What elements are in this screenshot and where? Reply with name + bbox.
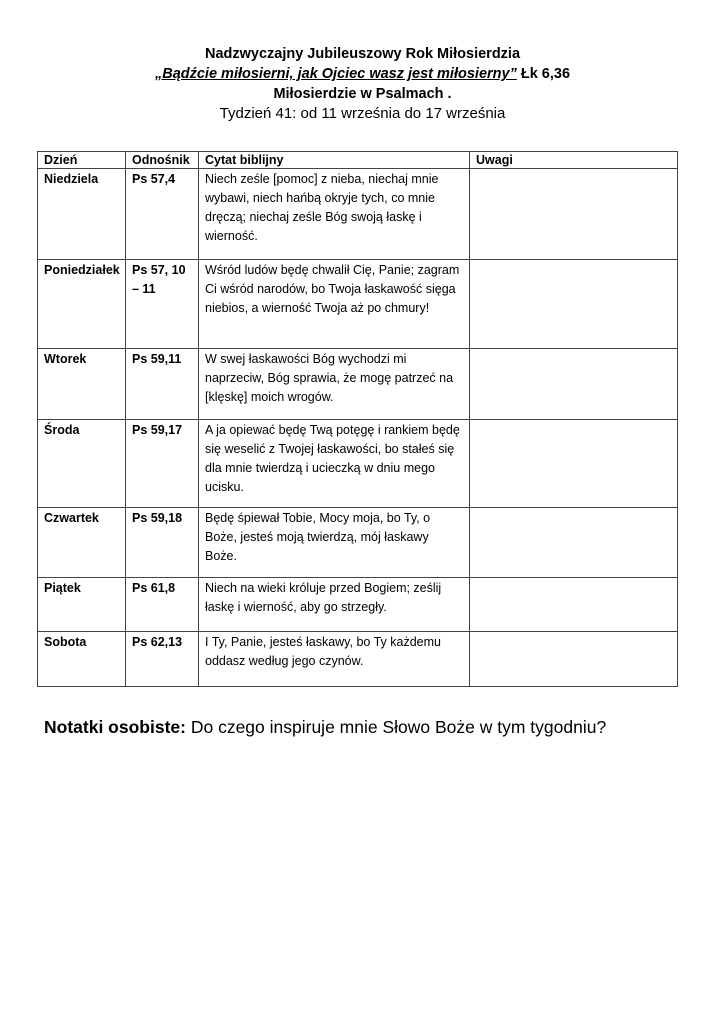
notes-cell[interactable] <box>470 169 678 260</box>
notes-cell[interactable] <box>470 508 678 578</box>
quote-cell: A ja opiewać będę Twą potęgę i rankiem będę się weselić z Twojej łaskawości, bo stałeś się dla mnie twierdzą i ucieczką w dniu mego ucisku. <box>199 420 470 508</box>
reference-cell: Ps 57,4 <box>126 169 199 260</box>
table-row <box>38 508 678 578</box>
notes-cell[interactable] <box>470 578 678 632</box>
reference-cell: Ps 61,8 <box>126 578 199 632</box>
table-row <box>38 169 678 260</box>
notes-cell[interactable] <box>470 632 678 687</box>
quote-cell: Wśród ludów będę chwalił Cię, Panie; zagram Ci wśród narodów, bo Twoja łaskawość sięga niebios, a wierność Twoja aż po chmury! <box>199 260 470 349</box>
table-row <box>38 349 678 420</box>
column-header-reference: Odnośnik <box>126 152 199 169</box>
day-cell: Poniedziałek <box>38 260 126 349</box>
motto-reference: Łk 6,36 <box>516 66 571 82</box>
table-header-row <box>38 152 678 169</box>
quote-cell: Niech ześle [pomoc] z nieba, niechaj mnie wybawi, niech hańbą okryje tych, co mnie dręczą; niechaj ześle Bóg swoją łaskę i wierność. <box>199 169 470 260</box>
reference-cell: Ps 59,17 <box>126 420 199 508</box>
personal-notes-question: Do czego inspiruje mnie Słowo Boże w tym tygodniu? <box>185 717 607 737</box>
quote-cell: Niech na wieki króluje przed Bogiem; ześlij łaskę i wierność, aby go strzegły. <box>199 578 470 632</box>
week-range: Tydzień 41: od 11 września do 17 września <box>219 105 506 122</box>
notes-cell[interactable] <box>470 349 678 420</box>
quote-cell: Będę śpiewał Tobie, Mocy moja, bo Ty, o Boże, jesteś moją twierdzą, mój łaskawy Boże. <box>199 508 470 578</box>
reference-cell: Ps 62,13 <box>126 632 199 687</box>
motto <box>0 64 725 84</box>
document-header <box>0 44 725 124</box>
column-header-quote: Cytat biblijny <box>199 152 470 169</box>
table-row <box>38 420 678 508</box>
column-header-notes: Uwagi <box>470 152 678 169</box>
table-row <box>38 578 678 632</box>
column-header-day: Dzień <box>38 152 126 169</box>
table-row <box>38 260 678 349</box>
day-cell: Wtorek <box>38 349 126 420</box>
day-cell: Środa <box>38 420 126 508</box>
day-cell: Czwartek <box>38 508 126 578</box>
day-cell: Sobota <box>38 632 126 687</box>
reference-cell: Ps 59,18 <box>126 508 199 578</box>
notes-cell[interactable] <box>470 420 678 508</box>
day-cell: Niedziela <box>38 169 126 260</box>
day-cell: Piątek <box>38 578 126 632</box>
notes-cell[interactable] <box>470 260 678 349</box>
quote-cell: I Ty, Panie, jesteś łaskawy, bo Ty każdemu oddasz według jego czynów. <box>199 632 470 687</box>
personal-notes-label: Notatki osobiste: <box>44 717 186 737</box>
motto-quote: „Bądźcie miłosierni, jak Ojciec wasz jest miłosierny” <box>154 66 517 82</box>
personal-notes-prompt <box>44 716 606 738</box>
reference-cell: Ps 57, 10 – 11 <box>126 260 199 349</box>
table-row <box>38 632 678 687</box>
document-title: Nadzwyczajny Jubileuszowy Rok Miłosierdzia <box>204 46 521 62</box>
reference-cell: Ps 59,11 <box>126 349 199 420</box>
quote-cell: W swej łaskawości Bóg wychodzi mi naprzeciw, Bóg sprawia, że mogę patrzeć na [klęskę] moich wrogów. <box>199 349 470 420</box>
document-subtitle: Miłosierdzie w Psalmach . <box>273 86 452 102</box>
reading-plan-table <box>37 151 678 687</box>
